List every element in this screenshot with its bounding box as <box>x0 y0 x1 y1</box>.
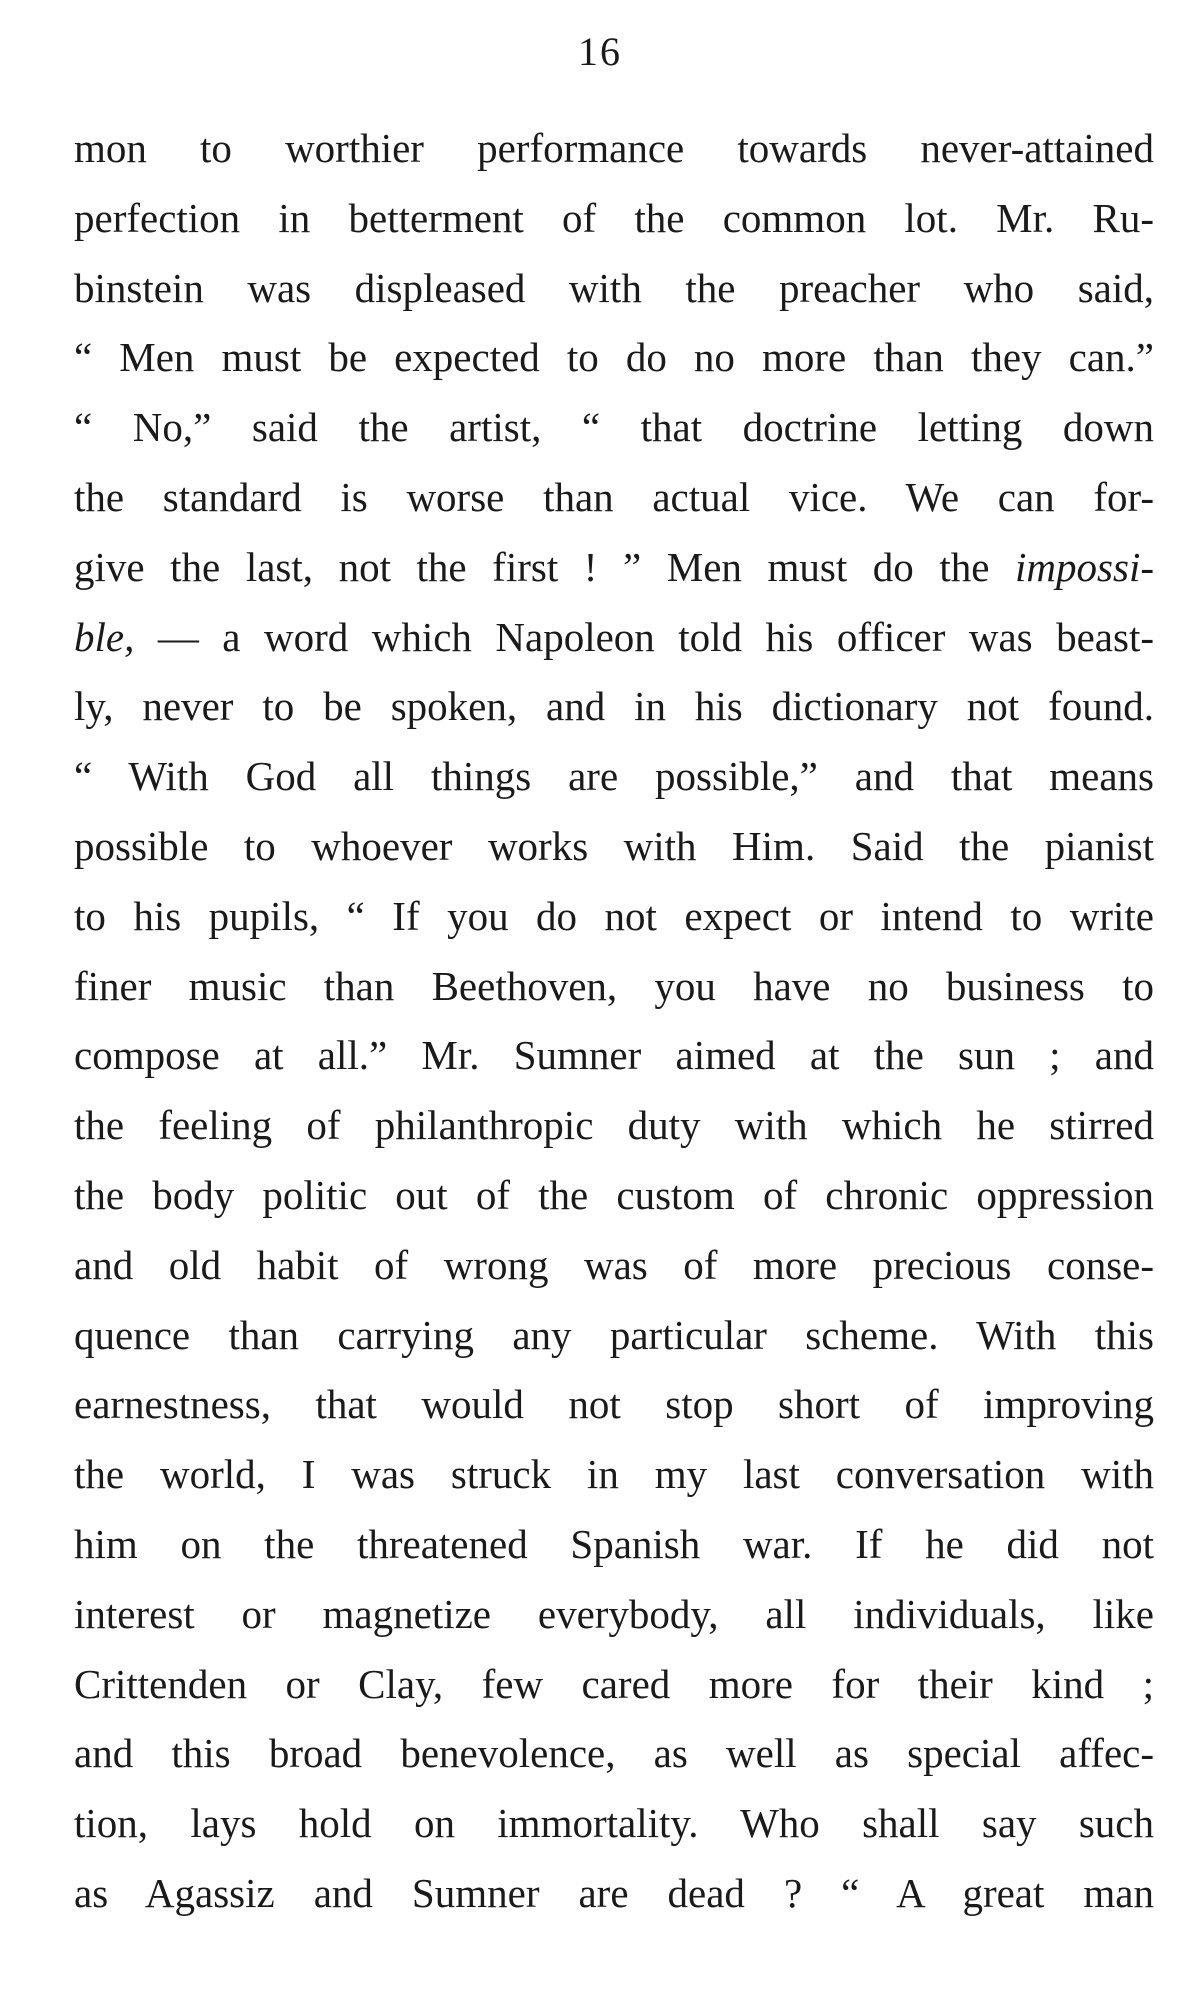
text-line: binstein was displeased with the preacher who said, <box>74 264 1154 311</box>
text-line: “ No,” said the artist, “ that doctrine letting down <box>74 404 1154 451</box>
text-line: tion, lays hold on immortality. Who shall say such <box>74 1800 1154 1847</box>
text-line: ble, — a word which Napoleon told his officer was beast- <box>74 613 1154 660</box>
text-line: “ With God all things are possible,” and that means <box>74 753 1154 800</box>
text-line: give the last, not the first ! ” Men must do the impossi- <box>74 543 1154 590</box>
italic-word: impossi- <box>1015 543 1154 590</box>
text-line: “ Men must be expected to do no more than they can.” <box>74 334 1154 381</box>
text-line: finer music than Beethoven, you have no business to <box>74 962 1154 1009</box>
text-line: quence than carrying any particular scheme. With this <box>74 1311 1154 1358</box>
text-line: and old habit of wrong was of more precious conse- <box>74 1241 1154 1288</box>
text-line: the world, I was struck in my last conversation with <box>74 1451 1154 1498</box>
page-number: 16 <box>578 29 622 74</box>
text-line: mon to worthier performance towards never-attained <box>74 125 1154 171</box>
text-line: possible to whoever works with Him. Said the pianist <box>74 822 1154 869</box>
body-text <box>74 114 1154 1929</box>
text-line: interest or magnetize everybody, all individuals, like <box>74 1590 1154 1637</box>
italic-word: ble, <box>74 613 135 660</box>
text-line: and this broad benevolence, as well as special affec- <box>74 1730 1154 1777</box>
text-line: the standard is worse than actual vice. We can for- <box>74 473 1154 520</box>
text-line: compose at all.” Mr. Sumner aimed at the sun ; and <box>74 1032 1154 1079</box>
text-line: the feeling of philanthropic duty with which he stirred <box>74 1102 1154 1149</box>
text-line: to his pupils, “ If you do not expect or intend to write <box>74 892 1154 939</box>
text-line: earnestness, that would not stop short of improving <box>74 1381 1154 1428</box>
text-line: the body politic out of the custom of chronic oppression <box>74 1171 1154 1218</box>
text-line: as Agassiz and Sumner are dead ? “ A great man <box>74 1869 1154 1916</box>
text-line: perfection in betterment of the common lot. Mr. Ru- <box>74 194 1154 241</box>
text-line: him on the threatened Spanish war. If he did not <box>74 1520 1154 1567</box>
text-line: ly, never to be spoken, and in his dictionary not found. <box>74 683 1154 730</box>
text-line: Crittenden or Clay, few cared more for their kind ; <box>74 1660 1154 1707</box>
